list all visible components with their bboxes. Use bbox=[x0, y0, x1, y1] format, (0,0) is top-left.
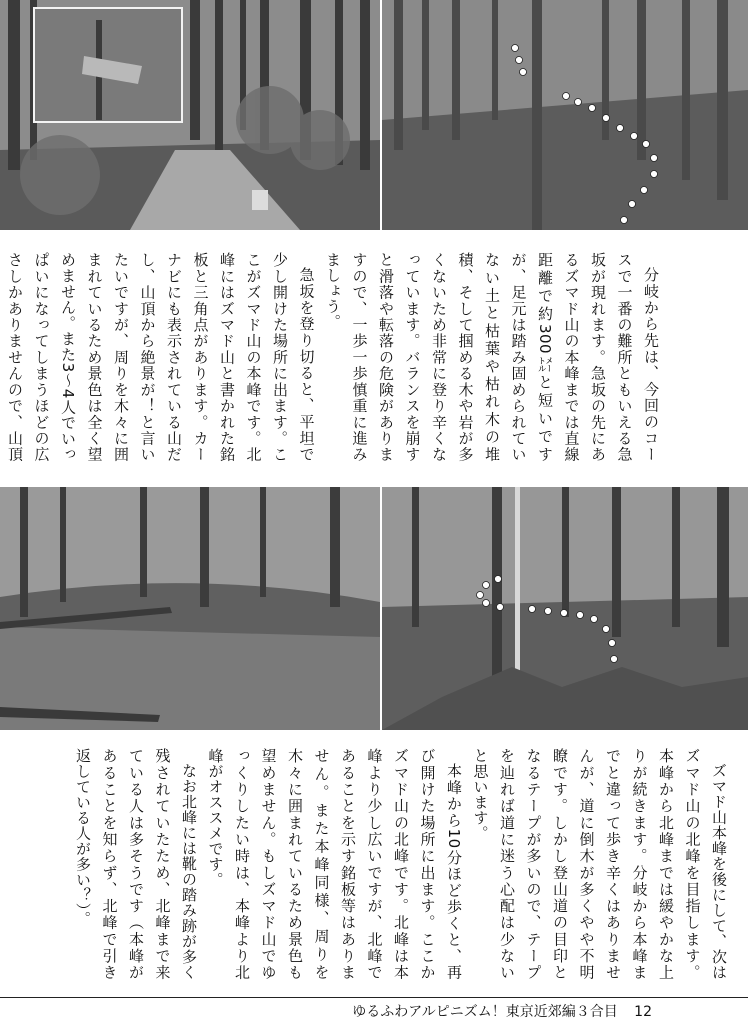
paragraph: 分岐から先は、今回のコースで一番の難所ともいえる急坂が現れます。急坂の先にあるズマド山の本峰までは直線距離で約300㍍と短いですが、足元は踏み固められていない土と枯葉や枯れ木の堆積、そして掴める木や岩が多くないため非常に登り辛くなっています。バランスを崩すと滑落や転落の危険がありますので、一歩一歩慎重に進みましょう。 bbox=[324, 252, 660, 462]
summit-clearing-photo bbox=[0, 487, 380, 730]
steep-slope-photo bbox=[382, 0, 748, 230]
paragraph: 本峰から10分ほど歩くと、再び開けた場所に出ます。ここかズマド山の北峰です。北峰は本峰より少し広いですが、北峰であることを示す銘板等はありません。また本峰同様、周りを木々に囲まれているため景色も望めません。もしズマド山でゆっくりしたい時は、本峰より北峰がオススメです。 bbox=[206, 748, 463, 980]
forest-path-photo bbox=[0, 0, 380, 230]
paragraph: 急坂を登り切ると、平坦で少し開けた場所に出ます。ここがズマド山の本峰です。北峰にはズマド山と書かれた銘板と三角点があります。カーナビにも表示されている山だし、山頂から絶景が！と言いたいですが、周りを木々に囲まれているため景色は全く望めません。また3～4人でいっぱいになってしまうほどの広さしかありませんので、山頂 bbox=[6, 252, 316, 462]
paragraph: ズマド山本峰を後にして、次はズマド山の北峰を目指します。本峰から北峰までは緩やかな上りが続きます。分岐から本峰までと違って歩き辛くはありませんが、道に倒木が多くやや不明瞭です。しかし登山道の目印となるテープが多いので、テープを辿れば道に迷う心配は少ないと思います。 bbox=[471, 748, 728, 980]
lower-article-text bbox=[74, 748, 732, 980]
publication-title: ゆるふわアルピニズム！東京近郊編３合目 bbox=[352, 1004, 618, 1020]
footer-rule bbox=[0, 997, 748, 998]
footer bbox=[352, 1001, 652, 1021]
upper-article-text bbox=[6, 252, 664, 462]
paragraph: なお北峰には靴の踏み跡が多く残されていたため、北峰まで来ている人は多そうです（本峰があることを知らず、北峰で引き返している人が多い？）。 bbox=[74, 748, 198, 980]
ridge-path-photo bbox=[382, 487, 748, 730]
page-number: 12 bbox=[634, 1004, 652, 1020]
